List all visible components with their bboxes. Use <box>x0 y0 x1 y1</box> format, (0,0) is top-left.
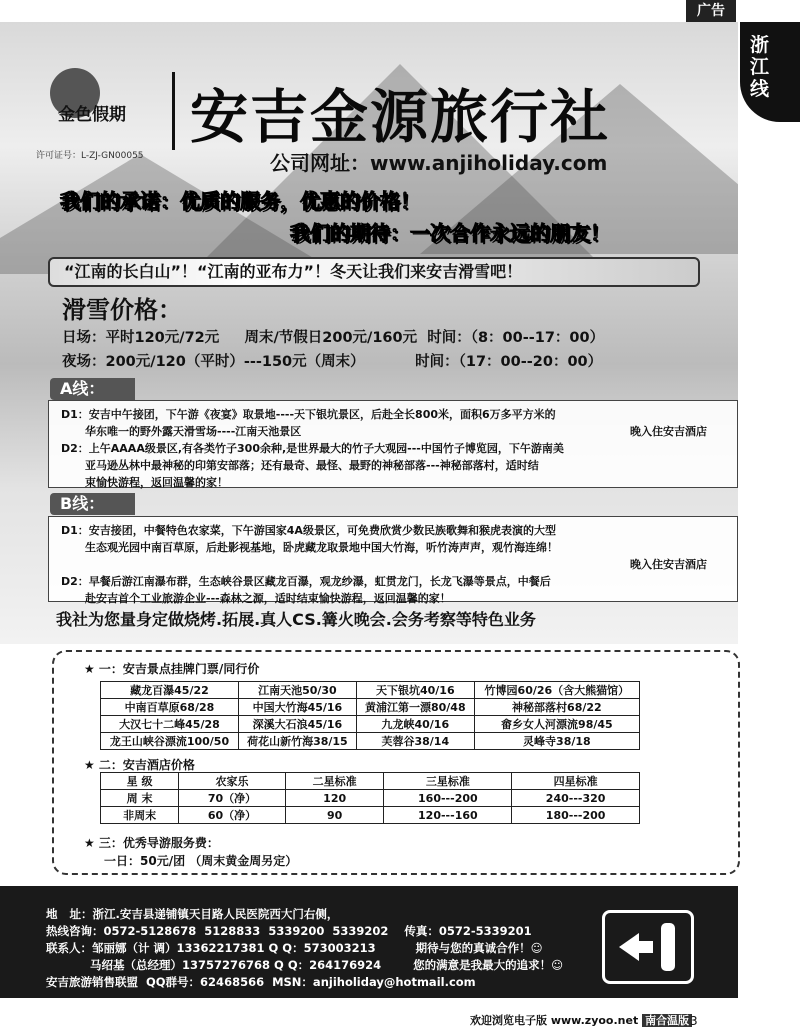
route-text: D1：安吉中午接团，下午游《夜宴》取景地----天下银坑景区，后赴全长800米，面积6万多平方米的 <box>61 408 556 421</box>
route-text: D1：安吉接团，中餐特色农家菜，下午游国家4A级景区，可免费欣赏少数民族歌舞和猴虎表演的大型 <box>61 524 556 537</box>
expect-slogan: 我们的期待：一次合作永远的朋友！ <box>290 221 610 245</box>
promise-slogan: 我们的承诺：优质的服务，优惠的价格！ <box>60 189 420 213</box>
route-b-box <box>48 516 738 605</box>
route-a-box <box>48 400 738 488</box>
region-char: 线 <box>750 78 770 100</box>
route-text: 晚入住安吉酒店 <box>630 425 707 438</box>
bottom-bar <box>470 1012 692 1028</box>
table-row: 大汉七十二峰45/28 深溪大石浪45/16 九龙峡40/16 畲乡女人河漂流98/45 <box>101 716 640 733</box>
guide-fee: 一日：50元/团 （周末黄金周另定） <box>104 854 298 868</box>
address: 地 址：浙江.安吉县递铺镇天目路人民医院西大门右侧， <box>46 907 339 921</box>
route-text: 生态观光园中南百草原，后赴影视基地，卧虎藏龙取景地中国大竹海，听竹涛声声，观竹海连绵！ <box>85 541 558 554</box>
agency-title: 安吉金源旅行社 <box>190 83 611 151</box>
phone-icon <box>602 910 694 984</box>
table-row: 中南百草原68/28 中国大竹海45/16 黄浦江第一漂80/48 神秘部落村68/22 <box>101 699 640 716</box>
day-price: 日场：平时120元/72元 周末/节假日200元/160元 时间：（8：00--17：00） <box>62 330 605 346</box>
edition-label: 南合温版 <box>642 1014 692 1027</box>
logo-brand: 金色假期 <box>58 105 126 125</box>
route-text: 亚马逊丛林中最神秘的印第安部落；还有最奇、最怪、最野的神秘部落---神秘部落村，适时结 <box>85 459 539 472</box>
table-header: 星 级 农家乐 二星标准 三星标准 四星标准 <box>101 773 640 790</box>
region-tab <box>740 22 800 122</box>
qq-msn: 安吉旅游销售联盟 QQ群号：62468566 MSN：anjiholiday@hotmail.com <box>46 975 476 989</box>
route-text: 华东唯一的野外露天滑雪场----江南天池景区 <box>85 425 302 438</box>
divider <box>172 72 175 150</box>
company-logo <box>28 60 178 160</box>
table-row: 藏龙百瀑45/22 江南天池50/30 天下银坑40/16 竹博园60/26（含大熊猫馆） <box>101 682 640 699</box>
ticket-table <box>100 681 640 750</box>
route-text: 束愉快游程，返回温馨的家！ <box>85 476 228 489</box>
table-row: 非周末 60（净） 90 120---160 180---200 <box>101 807 640 824</box>
route-text: D2：早餐后游江南瀑布群，生态峡谷景区藏龙百瀑，观龙纱瀑，虹贯龙门，长龙飞瀑等景点，中餐后 <box>61 575 551 588</box>
night-price: 夜场：200元/120（平时）---150元（周末） 时间：（17：00--20：00） <box>62 354 603 370</box>
route-text: 赴安吉首个工业旅游企业---森林之源，适时结束愉快游程，返回温馨的家！ <box>85 592 451 605</box>
region-char: 江 <box>750 56 770 78</box>
route-a-label: A线： <box>50 378 135 400</box>
ad-tag: 广告 <box>686 0 736 22</box>
contact-person: 马绍基（总经理）13757276768 Q Q：264176924 您的满意是我最大的追求！☺ <box>46 958 564 972</box>
hotel-table <box>100 772 640 824</box>
table-row: 周 末 70（净） 120 160---200 240---320 <box>101 790 640 807</box>
website-link[interactable]: 公司网址：www.anjiholiday.com <box>270 151 608 175</box>
table-row: 龙王山峡谷漂流100/50 荷花山新竹海38/15 芙蓉谷38/14 灵峰寺38/18 <box>101 733 640 750</box>
epaper-link[interactable]: 欢迎浏览电子版 www.zyoo.net <box>470 1014 639 1027</box>
page-number: 3 <box>690 1014 698 1028</box>
guide-section-title: ★ 三：优秀导游服务费： <box>84 836 219 850</box>
license-number: 许可证号：L-ZJ-GN00055 <box>36 151 144 161</box>
custom-services: 我社为您量身定做烧烤.拓展.真人CS.篝火晚会.会务考察等特色业务 <box>56 610 536 629</box>
hotel-section-title: ★ 二：安吉酒店价格 <box>84 758 195 772</box>
route-text: 晚入住安吉酒店 <box>630 558 707 571</box>
hotline: 热线咨询：0572-5128678 5128833 5339200 5339202 传真：0572-5339201 <box>46 924 532 938</box>
ski-banner: “江南的长白山”！“江南的亚布力”！冬天让我们来安吉滑雪吧！ <box>48 257 700 287</box>
route-b-label: B线： <box>50 493 135 515</box>
region-char: 浙 <box>750 34 770 56</box>
ticket-section-title: ★ 一：安吉景点挂牌门票/同行价 <box>84 662 260 676</box>
contact-person: 联系人：邹丽娜（计 调）13362217381 Q Q：573003213 期待与您的真诚合作！☺ <box>46 941 543 955</box>
route-text: D2：上午AAAA级景区,有各类竹子300余种,是世界最大的竹子大观园---中国竹子博览园，下午游南美 <box>61 442 564 455</box>
ski-price-title: 滑雪价格： <box>62 296 182 324</box>
